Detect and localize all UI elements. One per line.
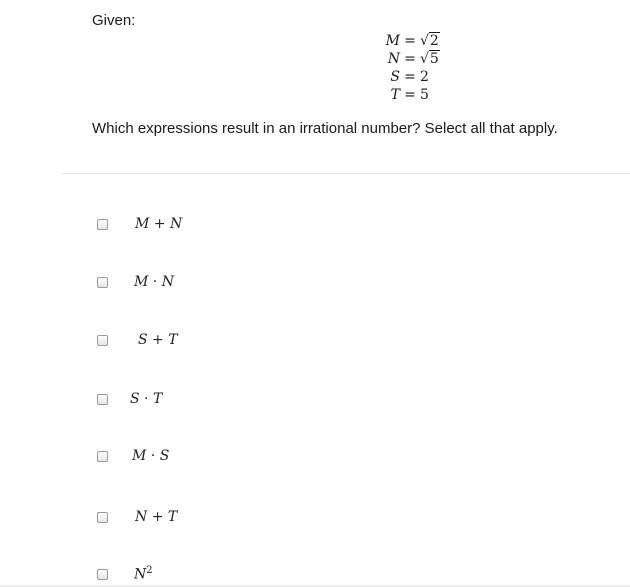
- operator: ·: [144, 391, 149, 407]
- value-s: 2: [420, 69, 429, 85]
- operator: ·: [150, 448, 156, 464]
- radicand-n: 5: [429, 51, 439, 67]
- operand: S: [130, 391, 140, 407]
- operator: +: [152, 332, 164, 348]
- option-label: [138, 332, 178, 348]
- equals-sign: =: [404, 51, 416, 67]
- operand: S: [138, 332, 148, 348]
- variable-m: M: [385, 33, 400, 49]
- equals-sign: =: [404, 69, 416, 85]
- option-m-plus-n[interactable]: [97, 214, 182, 234]
- operand: T: [167, 509, 178, 525]
- operand: N: [134, 566, 147, 583]
- option-label: [135, 216, 182, 232]
- operand: T: [152, 391, 163, 407]
- variable-s: S: [390, 69, 400, 85]
- checkbox[interactable]: [97, 219, 108, 230]
- option-label: [134, 274, 174, 290]
- given-label: Given:: [92, 12, 136, 29]
- definition-s: [360, 68, 480, 86]
- option-label: [132, 448, 169, 464]
- option-label: [135, 509, 177, 525]
- checkbox[interactable]: [97, 569, 108, 580]
- equals-sign: =: [404, 87, 416, 103]
- variable-t: T: [390, 87, 400, 103]
- definition-m: [360, 32, 480, 50]
- sqrt-symbol: √5: [420, 51, 439, 67]
- definitions-block: [360, 32, 480, 104]
- option-m-times-s[interactable]: [97, 446, 169, 466]
- checkbox[interactable]: [97, 335, 108, 346]
- operand: M: [135, 216, 150, 232]
- operator: +: [151, 509, 164, 525]
- value-t: 5: [420, 87, 429, 103]
- exponent: 2: [146, 565, 153, 577]
- option-label: [130, 391, 162, 407]
- operator: ·: [152, 274, 158, 290]
- operand: M: [132, 448, 147, 464]
- option-m-times-n[interactable]: [97, 272, 174, 292]
- checkbox[interactable]: [97, 451, 108, 462]
- value-n: [420, 50, 440, 68]
- option-label: [134, 565, 153, 583]
- option-n-plus-t[interactable]: [97, 507, 177, 527]
- operand: T: [168, 332, 178, 348]
- option-n-squared[interactable]: [97, 564, 153, 584]
- checkbox[interactable]: [97, 512, 108, 523]
- operand: S: [159, 448, 170, 464]
- checkbox[interactable]: [97, 277, 108, 288]
- radicand-m: 2: [429, 33, 439, 49]
- divider: [62, 173, 630, 174]
- operator: +: [153, 216, 166, 232]
- question-text: Which expressions result in an irrational number? Select all that apply.: [92, 120, 558, 137]
- definition-t: [360, 86, 480, 104]
- option-s-times-t[interactable]: [97, 389, 162, 409]
- option-s-plus-t[interactable]: [97, 330, 178, 350]
- operand: N: [135, 509, 148, 525]
- definition-n: [360, 50, 480, 68]
- checkbox[interactable]: [97, 394, 108, 405]
- operand: N: [161, 274, 174, 290]
- operand: M: [134, 274, 149, 290]
- variable-n: N: [387, 51, 400, 67]
- value-m: [420, 32, 440, 50]
- equals-sign: =: [404, 33, 416, 49]
- operand: N: [169, 216, 183, 232]
- sqrt-symbol: √2: [420, 33, 439, 49]
